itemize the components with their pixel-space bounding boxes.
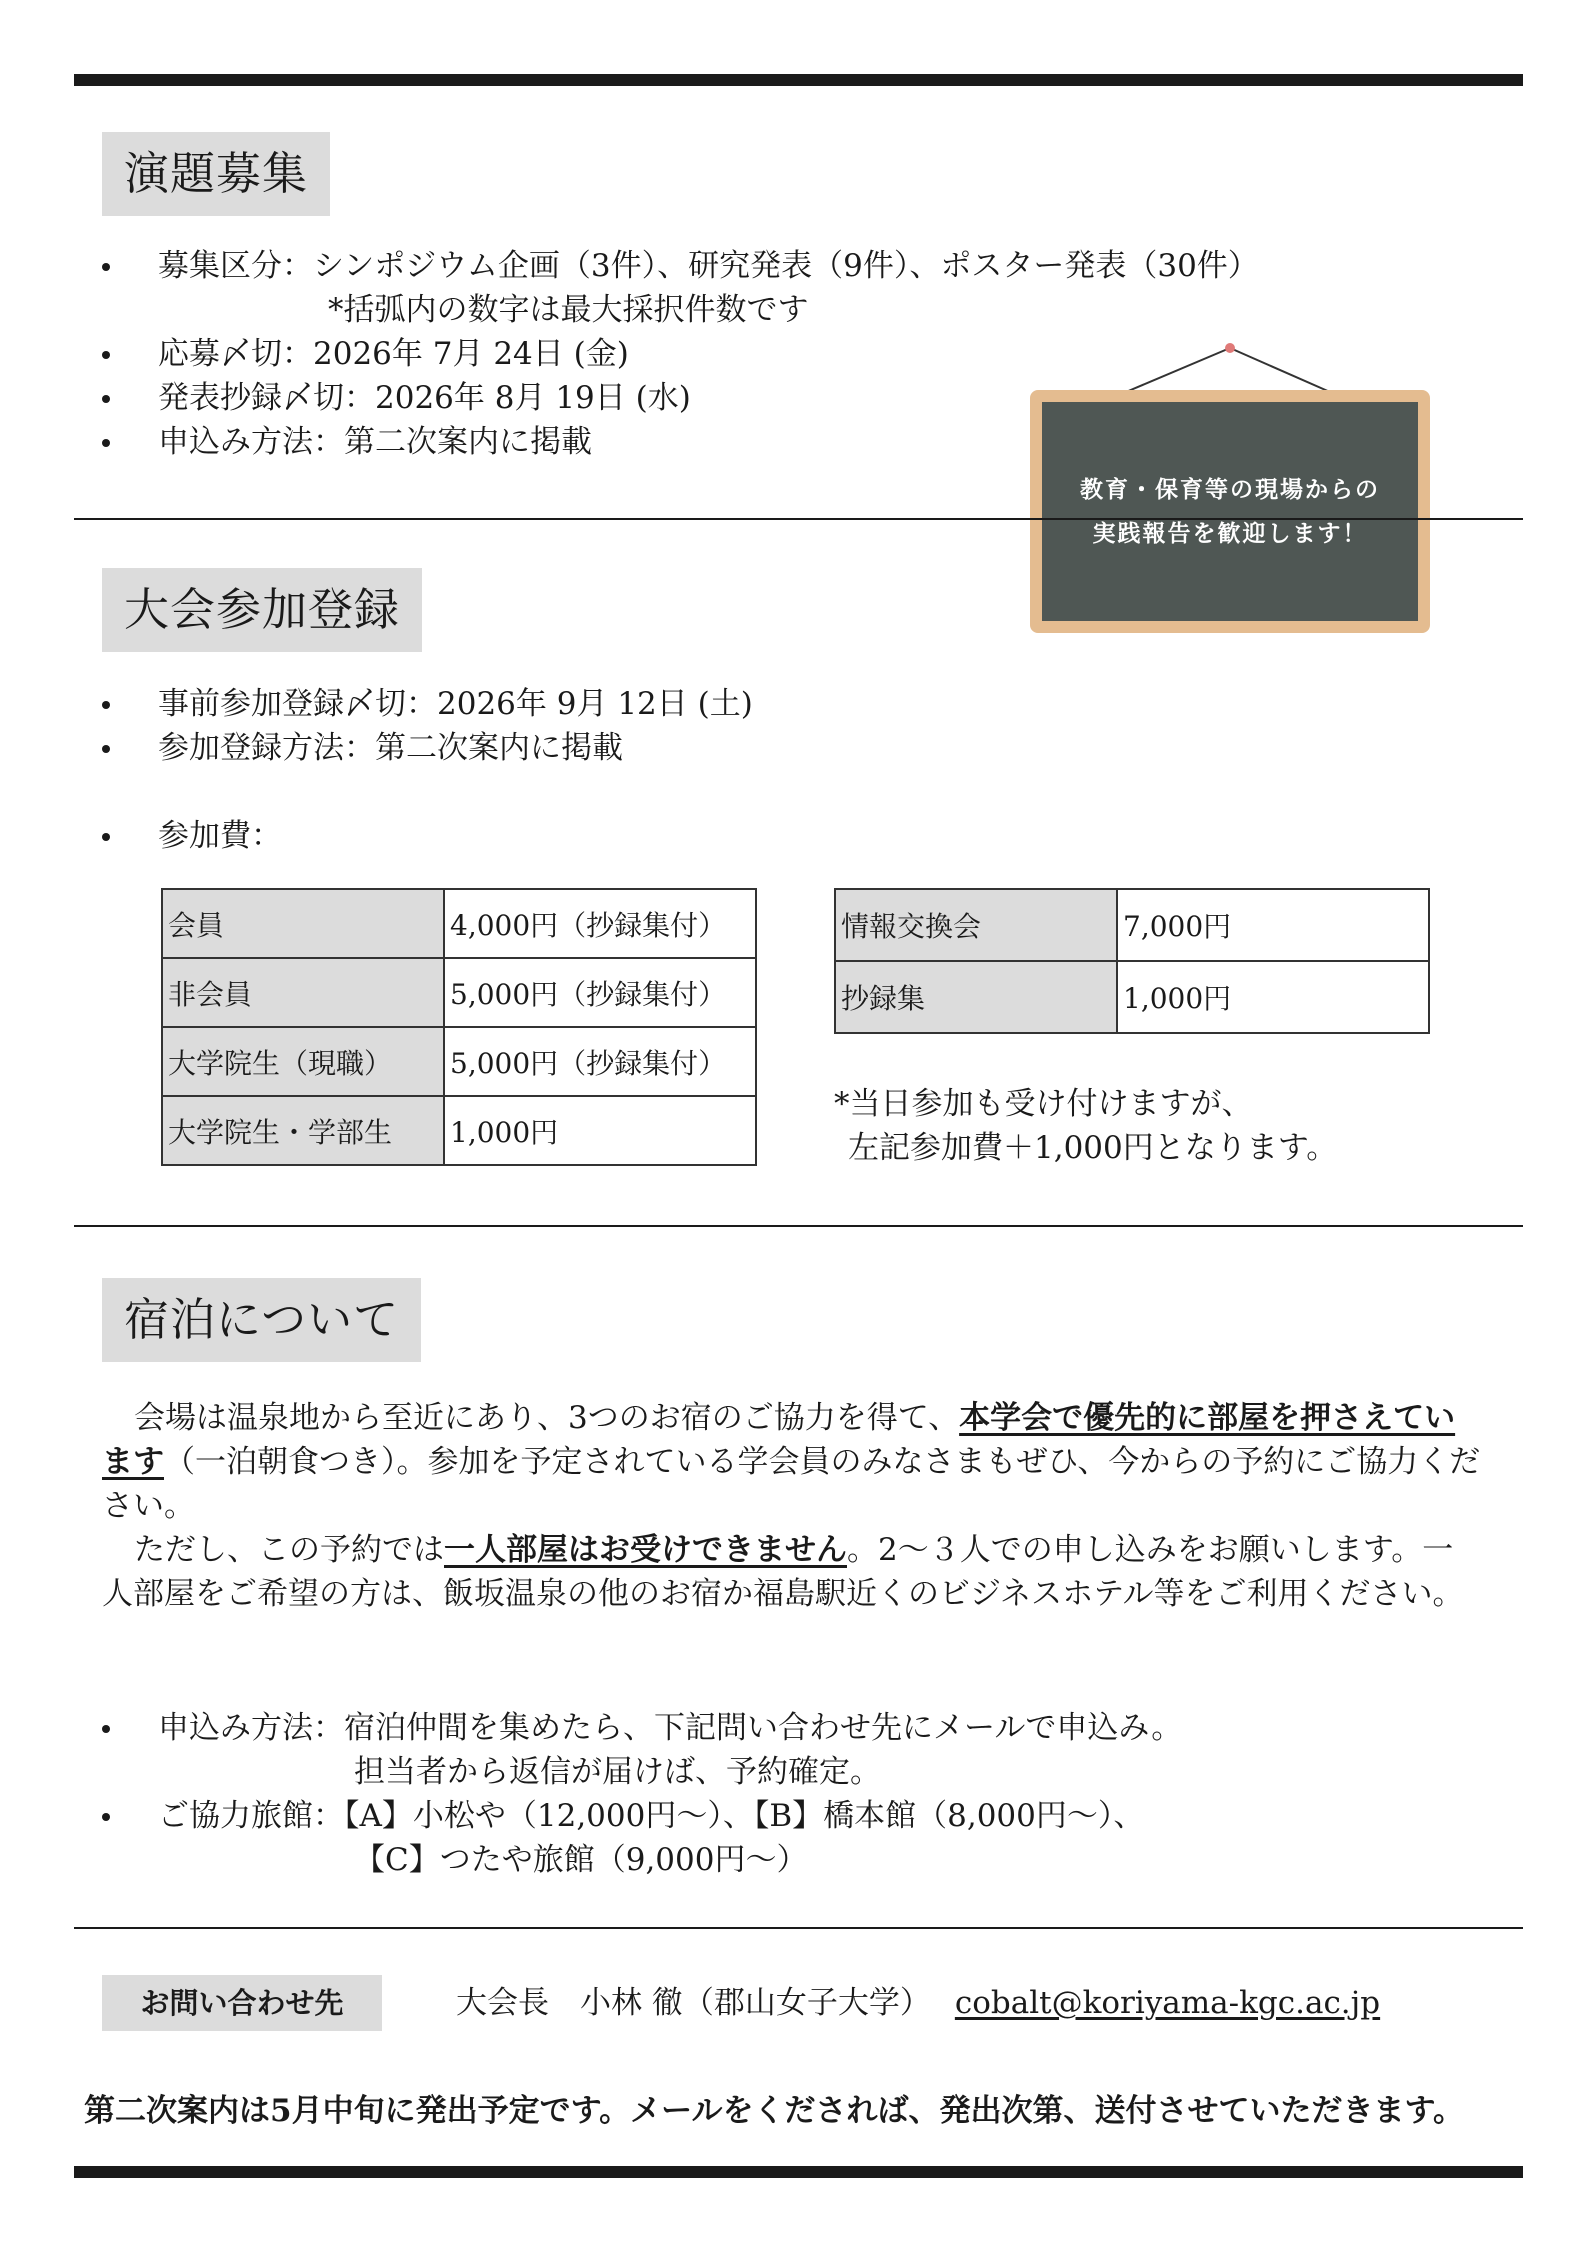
fee-list [102,814,282,858]
table-row [835,889,1429,961]
item-label: 事前参加登録〆切： [158,686,437,722]
contact-email-link[interactable]: cobalt@koriyama-kgc.ac.jp [954,1985,1381,2021]
section-divider [74,518,1523,520]
chalkboard-sign [1030,340,1430,645]
p1-text-a: 会場は温泉地から至近にあり、3つのお宿のご協力を得て、 [134,1400,960,1436]
fee-category: 大学院生（現職） [162,1027,444,1096]
item-label: 申込み方法： [158,1710,344,1746]
section-title-registration: 大会参加登録 [102,568,422,652]
item-value: 第二次案内に掲載 [375,730,623,766]
bottom-rule [74,2166,1523,2178]
fee-price: 1,000円 [444,1096,756,1165]
list-item [102,726,753,770]
item-label: 申込み方法： [158,424,344,460]
list-item [102,244,1259,332]
item-value: 2026年 7月 24日 (金) [313,336,629,372]
fee-price: 5,000円（抄録集付） [444,1027,756,1096]
item-value: 2026年 8月 19日 (水) [375,380,691,416]
item-label: ご協力旅館： [158,1798,344,1834]
p2-text-a: ただし、この予約では [134,1532,444,1568]
fee-price: 7,000円 [1117,889,1429,961]
list-item [102,1794,1182,1882]
lodging-list [102,1706,1182,1882]
item-label: 発表抄録〆切： [158,380,375,416]
table-row [835,961,1429,1033]
note-line1: *当日参加も受け付けますが、 [834,1086,1253,1122]
fee-category: 大学院生・学部生 [162,1096,444,1165]
list-item [102,1706,1182,1794]
item-label: 募集区分： [158,248,313,284]
p1-emphasis: 本学会で優先的に部屋を押さえています [102,1400,1456,1480]
item-value: シンポジウム企画（3件）、研究発表（9件）、ポスター発表（30件） [313,248,1259,284]
fee-category: 抄録集 [835,961,1117,1033]
item-note: *括弧内の数字は最大採択件数です [328,292,809,328]
item-label: 参加登録方法： [158,730,375,766]
chalkboard [1030,390,1430,633]
contact-info [456,1975,1380,2031]
fee-label: 参加費： [158,818,282,854]
p1-text-c: （一泊朝食つき）。参加を予定されている学会員のみなさまもぜひ、今からの予約にご協力ください。 [102,1444,1481,1524]
note-line2: 左記参加費＋1,000円となります。 [848,1130,1338,1166]
lodging-paragraph [102,1396,1482,1616]
fee-category: 会員 [162,889,444,958]
fee-table [161,888,757,1166]
item-label: 応募〆切： [158,336,313,372]
item-value: 宿泊仲間を集めたら、下記問い合わせ先にメールで申込み。 [344,1710,1183,1746]
fee-price: 1,000円 [1117,961,1429,1033]
table-row [162,958,756,1027]
table-row [162,1096,756,1165]
fee-category: 非会員 [162,958,444,1027]
lodging-p2 [102,1528,1482,1616]
registration-list [102,682,753,770]
list-item [102,814,282,858]
lodging-p1 [102,1396,1482,1528]
item-cont: 担当者から返信が届けば、予約確定。 [354,1754,881,1790]
section-title-call: 演題募集 [102,132,330,216]
board-text-line2: 実践報告を歓迎します！ [1092,520,1368,547]
extra-fee-table [834,888,1430,1034]
fee-price: 4,000円（抄録集付） [444,889,756,958]
p2-text-c: 。2～３人での申し込みをお願いします。一人部屋をご希望の方は、飯坂温泉の他のお宿か福島駅近くのビジネスホテル等をご利用ください。 [102,1532,1464,1612]
contact-label: お問い合わせ先 [102,1975,382,2031]
table-row [162,1027,756,1096]
same-day-note [834,1082,1337,1170]
item-value: 第二次案内に掲載 [344,424,592,460]
p2-emphasis: 一人部屋はお受けできません [444,1532,847,1568]
item-value: 【A】小松や（12,000円～）、【B】橋本館（8,000円～）、 [344,1798,1145,1834]
fee-price: 5,000円（抄録集付） [444,958,756,1027]
top-rule [74,74,1523,86]
board-text-line1: 教育・保育等の現場からの [1080,476,1380,503]
fee-category: 情報交換会 [835,889,1117,961]
item-value: 2026年 9月 12日 (土) [437,686,753,722]
list-item [102,682,753,726]
item-cont: 【C】つたや旅館（9,000円～） [354,1842,808,1878]
contact-person: 大会長 小林 徹（郡山女子大学） [456,1985,931,2021]
footer-note: 第二次案内は5月中旬に発出予定です。メールをくだされば、発出次第、送付させていただきます。 [84,2093,1464,2129]
section-divider [74,1927,1523,1929]
section-divider [74,1225,1523,1227]
section-title-lodging: 宿泊について [102,1278,421,1362]
table-row [162,889,756,958]
